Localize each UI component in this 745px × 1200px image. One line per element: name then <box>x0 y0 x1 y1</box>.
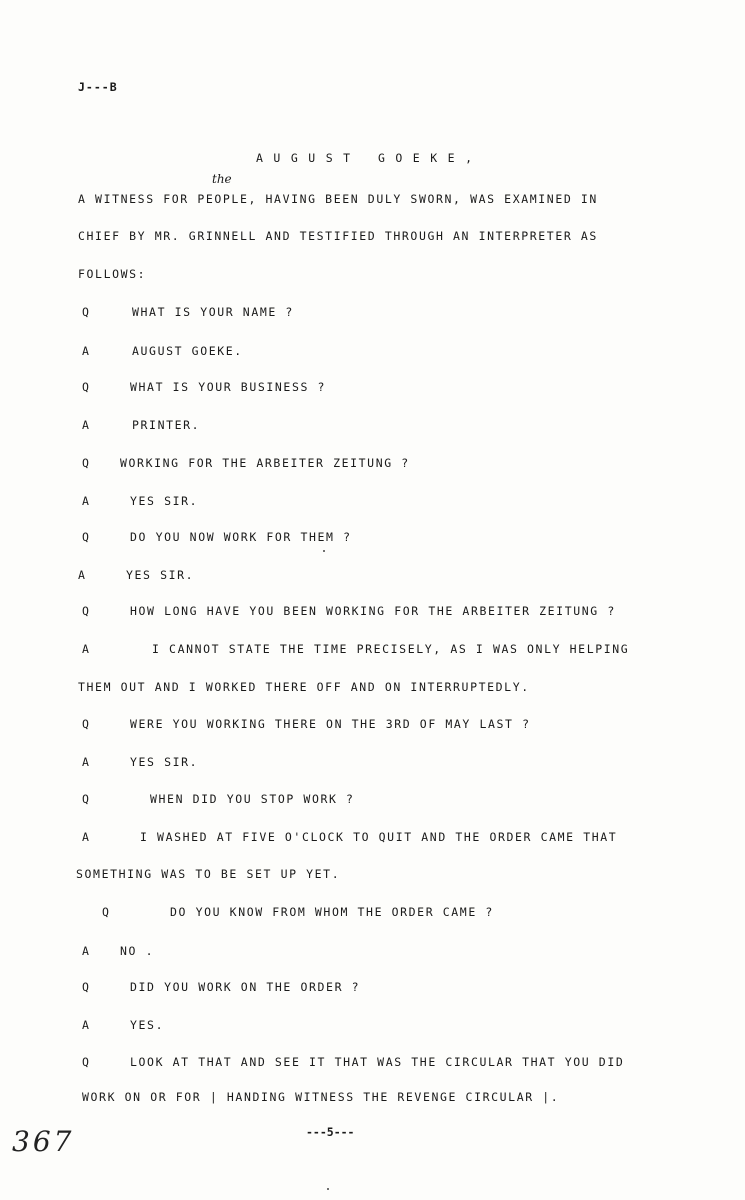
speaker-label: Q <box>82 1055 91 1069</box>
testimony-text: DO YOU NOW WORK FOR THEM ? <box>130 530 352 544</box>
testimony-text: YES. <box>130 1018 165 1032</box>
speaker-label: Q <box>82 792 91 806</box>
speck <box>323 550 325 552</box>
speaker-label: A <box>82 494 91 508</box>
speaker-label: A <box>82 418 91 432</box>
speaker-label: A <box>82 830 91 844</box>
testimony-text: WORKING FOR THE ARBEITER ZEITUNG ? <box>120 456 410 470</box>
testimony-text: YES SIR. <box>130 755 199 769</box>
speaker-label: Q <box>82 305 91 319</box>
speaker-label: Q <box>82 456 91 470</box>
speaker-label: Q <box>102 905 111 919</box>
speaker-label: Q <box>82 980 91 994</box>
handwritten-page-number: 367 <box>12 1125 75 1158</box>
testimony-text: DO YOU KNOW FROM WHOM THE ORDER CAME ? <box>170 905 494 919</box>
testimony-text: WORK ON OR FOR | HANDING WITNESS THE REVENGE CIRCULAR |. <box>82 1090 560 1104</box>
speaker-label: A <box>82 642 91 656</box>
testimony-text: WERE YOU WORKING THERE ON THE 3RD OF MAY LAST ? <box>130 717 531 731</box>
testimony-text: PRINTER. <box>132 418 201 432</box>
speaker-label: A <box>82 1018 91 1032</box>
page-number-mark: ---5--- <box>306 1125 355 1139</box>
testimony-text: HOW LONG HAVE YOU BEEN WORKING FOR THE ARBEITER ZEITUNG ? <box>130 604 616 618</box>
testimony-text: SOMETHING WAS TO BE SET UP YET. <box>76 867 341 881</box>
testimony-text: THEM OUT AND I WORKED THERE OFF AND ON INTERRUPTEDLY. <box>78 680 530 694</box>
speaker-label: A <box>82 344 91 358</box>
testimony-text: WHEN DID YOU STOP WORK ? <box>150 792 355 806</box>
testimony-text: YES SIR. <box>126 568 195 582</box>
testimony-text: I CANNOT STATE THE TIME PRECISELY, AS I WAS ONLY HELPING <box>152 642 630 656</box>
intro-line: FOLLOWS: <box>78 267 147 281</box>
intro-line: CHIEF BY MR. GRINNELL AND TESTIFIED THROUGH AN INTERPRETER AS <box>78 229 598 243</box>
witness-title: AUGUST GOEKE, <box>256 151 483 165</box>
testimony-text: WHAT IS YOUR BUSINESS ? <box>130 380 327 394</box>
speaker-label: Q <box>82 717 91 731</box>
intro-line: A WITNESS FOR PEOPLE, HAVING BEEN DULY SWORN, WAS EXAMINED IN <box>78 192 598 206</box>
speaker-label: Q <box>82 604 91 618</box>
page-header-code: J---B <box>78 80 118 94</box>
testimony-text: NO . <box>120 944 155 958</box>
testimony-text: WHAT IS YOUR NAME ? <box>132 305 294 319</box>
testimony-text: YES SIR. <box>130 494 199 508</box>
speaker-label: A <box>78 568 87 582</box>
testimony-text: LOOK AT THAT AND SEE IT THAT WAS THE CIRCULAR THAT YOU DID <box>130 1055 625 1069</box>
speaker-label: A <box>82 755 91 769</box>
speck <box>327 1188 329 1190</box>
speaker-label: Q <box>82 530 91 544</box>
testimony-text: DID YOU WORK ON THE ORDER ? <box>130 980 361 994</box>
speaker-label: Q <box>82 380 91 394</box>
testimony-text: AUGUST GOEKE. <box>132 344 243 358</box>
speaker-label: A <box>82 944 91 958</box>
testimony-text: I WASHED AT FIVE O'CLOCK TO QUIT AND THE ORDER CAME THAT <box>140 830 618 844</box>
handwritten-annotation: the <box>212 172 232 186</box>
